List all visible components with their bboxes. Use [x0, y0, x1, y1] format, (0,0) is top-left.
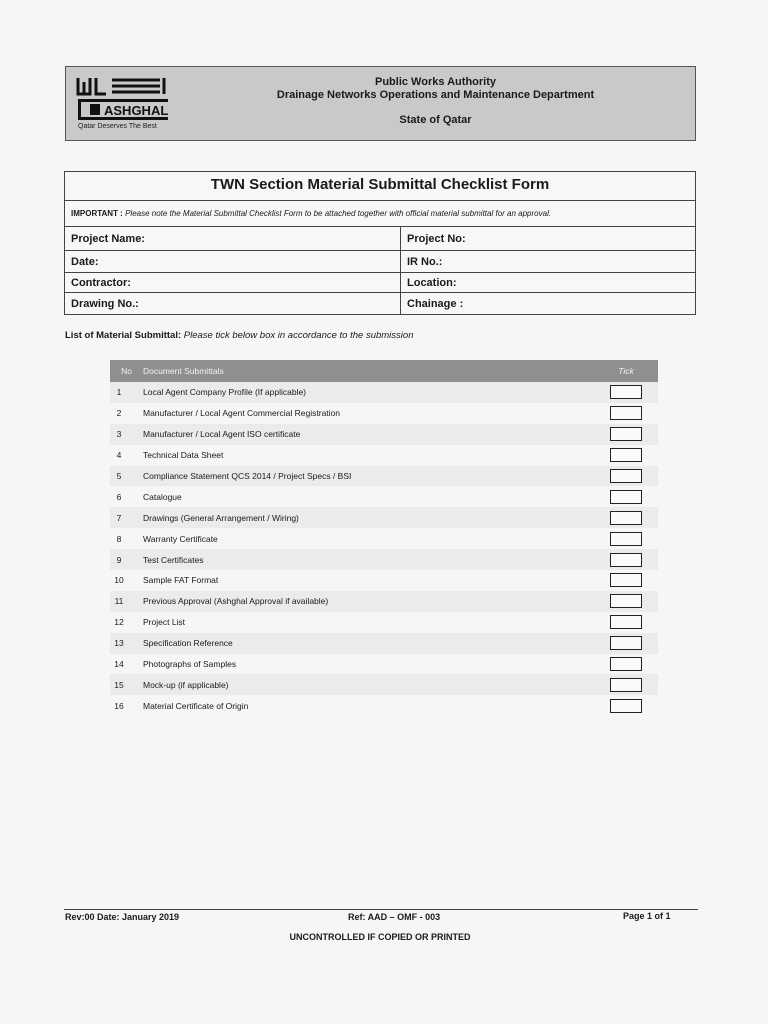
drawing-no-field[interactable]: Drawing No.: — [65, 293, 401, 315]
tick-cell — [594, 427, 658, 441]
tick-cell — [594, 385, 658, 399]
document-name: Local Agent Company Profile (If applicable) — [143, 387, 307, 398]
row-number: 10 — [114, 575, 124, 586]
document-name: Test Certificates — [143, 554, 204, 565]
tick-checkbox[interactable] — [610, 615, 642, 629]
state-name: State of Qatar — [399, 114, 472, 126]
column-header-no: No — [121, 366, 132, 376]
tick-checkbox[interactable] — [610, 406, 642, 420]
document-name: Catalogue — [143, 491, 182, 502]
field-row — [65, 251, 695, 273]
document-name: Photographs of Samples — [143, 659, 237, 670]
tick-checkbox[interactable] — [610, 657, 642, 671]
table-row — [110, 486, 658, 507]
contractor-field[interactable]: Contractor: — [65, 273, 401, 292]
logo-text: ASHGHAL — [104, 103, 168, 118]
table-row — [110, 549, 658, 570]
table-row — [110, 633, 658, 654]
tick-cell — [594, 594, 658, 608]
row-number: 2 — [116, 408, 122, 419]
authority-name: Public Works Authority — [374, 76, 496, 88]
row-number: 11 — [114, 596, 124, 607]
document-name: Technical Data Sheet — [143, 450, 224, 461]
table-row — [110, 528, 658, 549]
project-name-field[interactable]: Project Name: — [65, 227, 401, 250]
tick-checkbox[interactable] — [610, 448, 642, 462]
tick-cell — [594, 636, 658, 650]
table-row — [110, 654, 658, 675]
header-titles — [186, 76, 685, 126]
document-name: Previous Approval (Ashghal Approval if available) — [143, 596, 329, 607]
row-number: 1 — [116, 387, 122, 398]
field-row — [65, 293, 695, 315]
page-number: Page 1 of 1 — [623, 911, 671, 921]
tick-cell — [594, 553, 658, 567]
document-name: Compliance Statement QCS 2014 / Project Specs / BSI — [143, 471, 352, 481]
project-no-field[interactable]: Project No: — [407, 232, 466, 245]
document-name: Project List — [143, 617, 186, 628]
table-row — [110, 591, 658, 612]
logo-tagline: Qatar Deserves The Best — [78, 123, 157, 130]
table-row — [110, 382, 658, 403]
tick-checkbox[interactable] — [610, 427, 642, 441]
uncontrolled-notice — [0, 932, 768, 942]
table-row — [110, 674, 658, 695]
important-label: IMPORTANT : — [71, 209, 123, 218]
ashghal-logo-mark — [76, 74, 168, 122]
form-title: TWN Section Material Submittal Checklist Form — [65, 172, 695, 201]
row-number: 3 — [116, 429, 122, 440]
chainage-field[interactable]: Chainage : — [407, 298, 464, 310]
tick-cell — [594, 469, 658, 483]
tick-checkbox[interactable] — [610, 573, 642, 587]
ashghal-logo — [76, 74, 179, 134]
row-number: 16 — [114, 700, 124, 711]
table-row — [110, 403, 658, 424]
important-note — [65, 201, 695, 227]
tick-checkbox[interactable] — [610, 553, 642, 567]
tick-cell — [594, 448, 658, 462]
uncontrolled-notice-text: UNCONTROLLED IF COPIED OR PRINTED — [289, 932, 471, 942]
location-field[interactable]: Location: — [407, 276, 457, 289]
table-row — [110, 612, 658, 633]
important-text: Please note the Material Submittal Checklist Form to be attached together with official material submittal for an approval. — [125, 209, 552, 218]
document-name: Warranty Certificate — [143, 533, 218, 544]
row-number: 12 — [114, 617, 124, 628]
table-row — [110, 445, 658, 466]
tick-checkbox[interactable] — [610, 594, 642, 608]
row-number: 14 — [114, 659, 124, 670]
table-header — [110, 360, 658, 382]
row-number: 13 — [114, 638, 124, 649]
row-number: 15 — [114, 679, 124, 690]
document-name: Sample FAT Format — [143, 575, 219, 586]
date-field[interactable]: Date: — [65, 251, 401, 272]
tick-cell — [594, 511, 658, 525]
list-caption — [65, 330, 413, 341]
row-number: 8 — [116, 533, 122, 544]
column-header-document: Document Submittals — [143, 366, 224, 376]
document-name: Manufacturer / Local Agent ISO certificate — [143, 429, 301, 440]
ir-no-field[interactable]: IR No.: — [407, 255, 443, 268]
table-body — [110, 382, 658, 716]
row-number: 4 — [116, 450, 122, 461]
tick-cell — [594, 615, 658, 629]
tick-checkbox[interactable] — [610, 385, 642, 399]
table-row — [110, 695, 658, 716]
table-row — [110, 424, 658, 445]
footer-divider — [64, 909, 698, 910]
tick-cell — [594, 532, 658, 546]
tick-cell — [594, 699, 658, 713]
document-name: Mock-up (if applicable) — [143, 679, 229, 690]
table-row — [110, 466, 658, 487]
tick-checkbox[interactable] — [610, 699, 642, 713]
document-name: Specification Reference — [143, 638, 233, 649]
department-name: Drainage Networks Operations and Maintenance Department — [276, 89, 595, 101]
revision-date: Rev:00 Date: January 2019 — [65, 912, 180, 922]
list-caption-text: Please tick below box in accordance to the submission — [183, 330, 414, 341]
tick-checkbox[interactable] — [610, 678, 642, 692]
list-caption-label: List of Material Submittal: — [65, 330, 182, 341]
document-reference: Ref: AAD – OMF - 003 — [348, 912, 441, 922]
field-row — [65, 227, 695, 251]
header-banner — [65, 66, 696, 141]
row-number: 9 — [116, 554, 122, 565]
tick-cell — [594, 573, 658, 587]
tick-checkbox[interactable] — [610, 511, 642, 525]
submittal-table — [110, 360, 658, 716]
document-name: Manufacturer / Local Agent Commercial Registration — [143, 408, 341, 419]
field-row — [65, 273, 695, 293]
tick-cell — [594, 678, 658, 692]
document-name: Drawings (General Arrangement / Wiring) — [143, 512, 299, 523]
row-number: 7 — [116, 512, 122, 523]
table-row — [110, 570, 658, 591]
document-name: Material Certificate of Origin — [143, 700, 249, 711]
tick-checkbox[interactable] — [610, 490, 642, 504]
row-number: 5 — [116, 471, 122, 481]
table-row — [110, 507, 658, 528]
tick-checkbox[interactable] — [610, 532, 642, 546]
column-header-tick: Tick — [618, 366, 634, 376]
form-details-box — [64, 171, 696, 315]
tick-checkbox[interactable] — [610, 469, 642, 483]
tick-cell — [594, 657, 658, 671]
tick-cell — [594, 406, 658, 420]
tick-checkbox[interactable] — [610, 636, 642, 650]
row-number: 6 — [116, 491, 122, 502]
tick-cell — [594, 490, 658, 504]
